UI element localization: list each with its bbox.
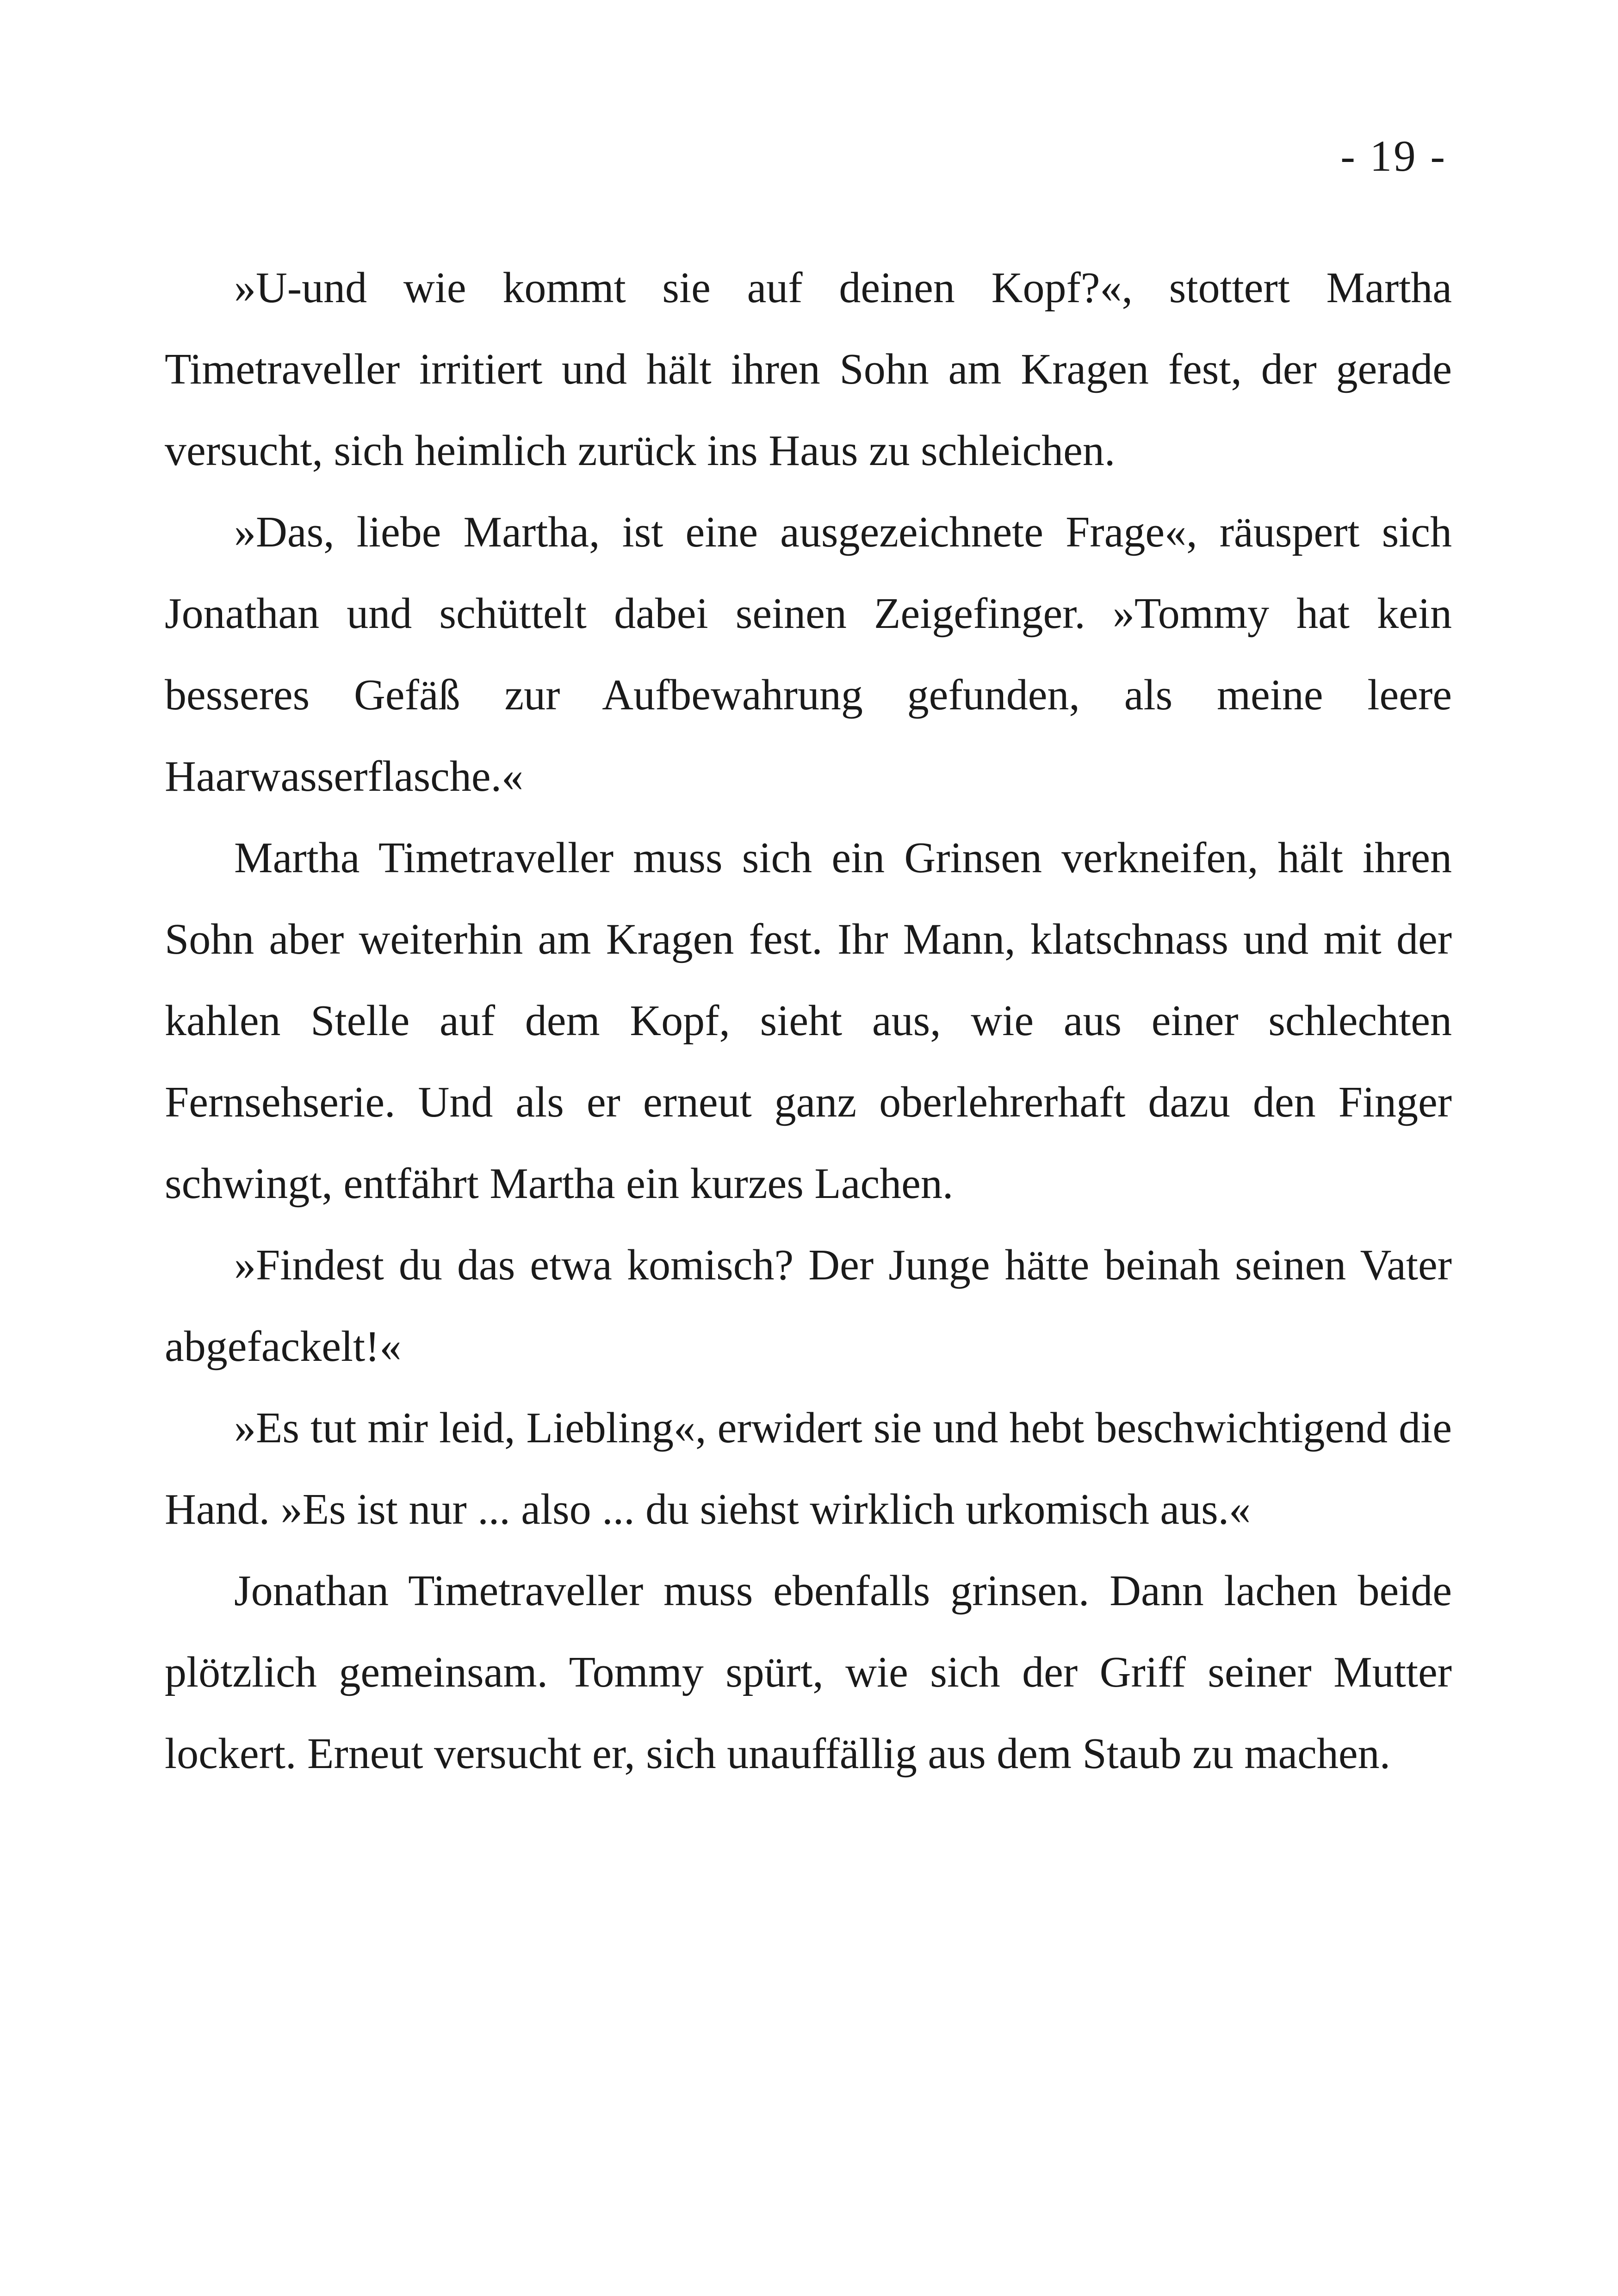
paragraph: Jonathan Timetraveller muss ebenfalls grinsen. Dann lachen beide plötzlich gemeinsam. Tommy spürt, wie sich der Griff seiner Mutter lockert. Erneut versucht er, sich unauffällig aus dem Staub zu machen.	[165, 1567, 1452, 1778]
paragraph: »Das, liebe Martha, ist eine ausgezeichnete Frage«, räuspert sich Jonathan und schüttelt dabei seinen Zeigefinger. »Tommy hat kein besseres Gefäß zur Aufbewahrung gefunden, als meine leere Haarwasserflasche.«	[165, 508, 1452, 800]
page-body-text	[165, 247, 1452, 1794]
paragraph: »U-und wie kommt sie auf deinen Kopf?«, stottert Martha Timetraveller irritiert und hält ihren Sohn am Kragen fest, der gerade versucht, sich heimlich zurück ins Haus zu schleichen.	[165, 264, 1452, 475]
paragraph: »Findest du das etwa komisch? Der Junge hätte beinah seinen Vater abgefackelt!«	[165, 1241, 1452, 1371]
paragraph: »Es tut mir leid, Liebling«, erwidert sie und hebt beschwichtigend die Hand. »Es ist nur ... also ... du siehst wirklich urkomisch aus.«	[165, 1404, 1452, 1533]
paragraph: Martha Timetraveller muss sich ein Grinsen verkneifen, hält ihren Sohn aber weiterhin am Kragen fest. Ihr Mann, klatschnass und mit der kahlen Stelle auf dem Kopf, sieht aus, wie aus einer schlechten Fernsehserie. Und als er erneut ganz oberlehrerhaft dazu den Finger schwingt, entfährt Martha ein kurzes Lachen.	[165, 834, 1452, 1208]
page-number: - 19 -	[1340, 131, 1447, 180]
